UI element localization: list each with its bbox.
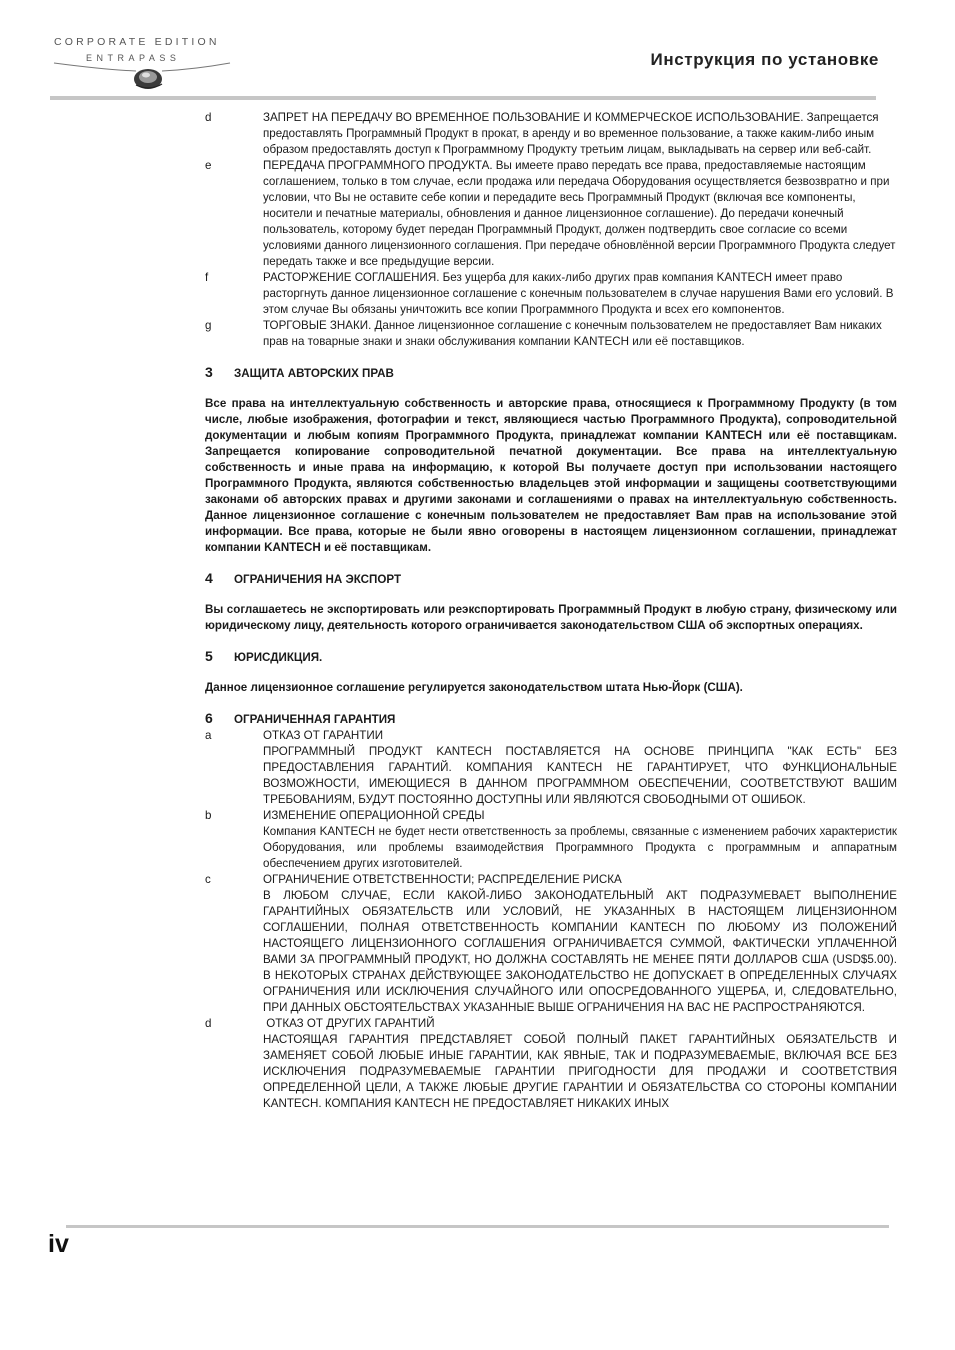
logo-line2: ENTRAPASS	[86, 53, 181, 63]
item-letter: f	[205, 271, 209, 284]
item-heading: ИЗМЕНЕНИЕ ОПЕРАЦИОННОЙ СРЕДЫ	[263, 809, 485, 822]
item-text: В ЛЮБОМ СЛУЧАЕ, ЕСЛИ КАКОЙ-ЛИБО ЗАКОНОДАТЕЛЬНЫЙ АКТ ПОДРАЗУМЕВАЕТ ВЫПОЛНЕНИЕ ГАРАНТИЙНЫХ ОБЯЗАТЕЛЬСТВ ИЛИ УСЛОВИЙ, НЕ УКАЗАННЫХ В НАСТОЯЩЕМ ЛИЦЕНЗИОННОМ СОГЛАШЕНИИ, ПОЛНАЯ ОТВЕТСТВЕННОСТЬ КОМПАНИИ KANTECH ПО ЛЮБОМУ ИЗ ПОЛОЖЕНИЙ НАСТОЯЩЕГО ЛИЦЕНЗИОННОГО СОГЛАШЕНИЯ ОГРАНИЧИВАЕТСЯ СУММОЙ, ФАКТИЧЕСКИ УПЛАЧЕННОЙ ВАМИ ЗА ПРОГРАММНЫЙ ПРОДУКТ, НО ДОЛЖНА СОСТАВЛЯТЬ НЕ МЕНЕЕ ПЯТИ ДОЛЛАРОВ США (USD$5.00). В НЕКОТОРЫХ СТРАНАХ ДЕЙСТВУЮЩЕЕ ЗАКОНОДАТЕЛЬСТВО НЕ ДОПУСКАЕТ В ОПРЕДЕЛЕННЫХ СЛУЧАЯХ ОГРАНИЧЕНИЯ ИЛИ ИСКЛЮЧЕНИЯ СЛУЧАЙНОГО ИЛИ ОПОСРЕДОВАННОГО УЩЕРБА, И, СЛЕДОВАТЕЛЬНО, ПРИ ДАННЫХ ОБСТОЯТЕЛЬСТВАХ УКАЗАННЫЕ ВЫШЕ ОГРАНИЧЕНИЯ НА ВАС НЕ РАСПРОСТРАНЯЮТСЯ.	[263, 889, 897, 1014]
item-heading: ОГРАНИЧЕНИЕ ОТВЕТСТВЕННОСТИ; РАСПРЕДЕЛЕНИЕ РИСКА	[263, 873, 622, 886]
item-text: ПРОГРАММНЫЙ ПРОДУКТ KANTECH ПОСТАВЛЯЕТСЯ НА ОСНОВЕ ПРИНЦИПА "КАК ЕСТЬ" БЕЗ ПРЕДОСТАВЛЕНИЯ ГАРАНТИЙ. КОМПАНИЯ KANTECH НЕ ГАРАНТИРУЕТ, ЧТО ФУНКЦИОНАЛЬНЫЕ ВОЗМОЖНОСТИ, ИМЕЮЩИЕСЯ В ДАННОМ ПРОГРАММНОМ ОБЕСПЕЧЕНИИ, СООТВЕТСТВУЮТ ВАШИМ ТРЕБОВАНИЯМ, БУДУТ ПОСТОЯННО ДОСТУПНЫ ИЛИ ЯВЛЯЮТСЯ СВОБОДНЫМИ ОТ ОШИБОК.	[263, 745, 897, 806]
list-item	[205, 1016, 897, 1112]
section-number: 6	[205, 710, 213, 726]
page-number: iv	[48, 1230, 69, 1258]
section-title: ЮРИСДИКЦИЯ.	[234, 651, 323, 664]
item-text: РАСТОРЖЕНИЕ СОГЛАШЕНИЯ. Без ущерба для каких-либо других прав компания KANTECH имеет право расторгнуть данное лицензионное соглашение с конечным пользователем в случае нарушения Вами его условий. В этом случае Вы обязаны уничтожить все копии Программного Продукта и всех его компонентов.	[263, 271, 894, 316]
item-letter: e	[205, 159, 212, 172]
section-title: ОГРАНИЧЕНИЯ НА ЭКСПОРТ	[234, 573, 402, 586]
item-text: Компания KANTECH не будет нести ответственность за проблемы, связанные с изменением рабочих характеристик Оборудования, или проблемы взаимодействия Программного Продукта с программным и аппаратным обеспечением других изготовителей.	[263, 825, 897, 870]
item-letter: b	[205, 809, 212, 822]
item-letter: c	[205, 873, 211, 886]
item-letter: a	[205, 729, 212, 742]
list-item	[205, 872, 897, 1016]
footer-divider	[66, 1225, 889, 1228]
list-item	[205, 110, 897, 158]
section-number: 4	[205, 570, 213, 586]
section-title: ОГРАНИЧЕННАЯ ГАРАНТИЯ	[234, 713, 396, 726]
item-text: НАСТОЯЩАЯ ГАРАНТИЯ ПРЕДСТАВЛЯЕТ СОБОЙ ПОЛНЫЙ ПАКЕТ ГАРАНТИЙНЫХ ОБЯЗАТЕЛЬСТВ И ЗАМЕНЯЕТ СОБОЙ ЛЮБЫЕ ИНЫЕ ГАРАНТИИ, КАК ЯВНЫЕ, ТАК И ПОДРАЗУМЕВАЕМЫЕ, ВКЛЮЧАЯ ВСЕ БЕЗ ИСКЛЮЧЕНИЯ ПОДРАЗУМЕВАЕМЫЕ ГАРАНТИИ ПРИГОДНОСТИ ДЛЯ ПРОДАЖИ И СООТВЕТСТВИЯ ОПРЕДЕЛЕННОЙ ЦЕЛИ, А ТАКЖЕ ЛЮБЫЕ ДРУГИЕ ГАРАНТИИ И ОБЯЗАТЕЛЬСТВА СО СТОРОНЫ КОМПАНИИ KANTECH. КОМПАНИЯ KANTECH НЕ ПРЕДОСТАВЛЯЕТ НИКАКИХ ИНЫХ	[263, 1033, 897, 1110]
item-text: ПЕРЕДАЧА ПРОГРАММНОГО ПРОДУКТА. Вы имеете право передать все права, предоставляемые настоящим соглашением, только в том случае, если продажа или передача Оборудования осуществляется безвозвратно и при условии, что Вы не оставите себе копии и передадите весь Программный Продукт (включая все компоненты, носители и печатные материалы, обновления и данное лицензионное соглашение). До передачи конечный пользователь, которому будет передан Программный Продукт, должен подтвердить свое согласие со всеми условиями данного лицензионного соглашения. При передаче обновлённой версии Программного Продукта следует передать также и все предыдущие версии.	[263, 159, 896, 268]
section-heading	[205, 710, 897, 728]
section-title: ЗАЩИТА АВТОРСКИХ ПРАВ	[234, 367, 394, 380]
header-divider	[50, 96, 876, 100]
section-number: 5	[205, 648, 213, 664]
logo-line1: CORPORATE EDITION	[54, 36, 220, 48]
section-number: 3	[205, 364, 213, 380]
item-letter: d	[205, 1017, 212, 1030]
item-heading: ОТКАЗ ОТ ГАРАНТИИ	[263, 729, 384, 742]
document-title: Инструкция по установке	[650, 50, 879, 69]
license-content	[205, 110, 897, 1112]
section-paragraph: Все права на интеллектуальную собственность и авторские права, относящиеся к Программному Продукту (в том числе, любые изображения, фотографии и текст, являющиеся частью Программного Продукта), сопроводительной документации и любым копиям Программного Продукта, принадлежат компании KANTECH или её поставщикам. Запрещается копирование сопроводительной печатной документации. Все права на интеллектуальную собственность и иные права на информацию, к которой Вы получаете доступ при использовании настоящего Программного Продукта, являются собственностью владельцев этой информации и защищены соответствующими законами об авторских правах и другими законами и соглашениями о правах на интеллектуальную собственность. Данное лицензионное соглашение с конечным пользователем не предоставляет Вам прав на использование этой информации. Все права, которые не были явно оговорены в настоящем лицензионном соглашении, принадлежат компании KANTECH и её поставщикам.	[205, 397, 897, 554]
list-item	[205, 158, 897, 270]
item-letter: g	[205, 319, 212, 332]
list-item	[205, 728, 897, 808]
section-heading	[205, 648, 897, 666]
section-heading	[205, 364, 897, 382]
section-paragraph: Вы соглашаетесь не экспортировать или реэкспортировать Программный Продукт в любую страну, физическому или юридическому лицу, деятельность которого ограничивается законодательством США об экспортных операциях.	[205, 603, 897, 632]
item-text: ЗАПРЕТ НА ПЕРЕДАЧУ ВО ВРЕМЕННОЕ ПОЛЬЗОВАНИЕ И КОММЕРЧЕСКОЕ ИСПОЛЬЗОВАНИЕ. Запрещается предоставлять Программный Продукт в прокат, в аренду и во временное пользование, а также каким-либо иным образом предоставлять доступ к Программному Продукту третьим лицам, выкладывать на сервер или веб-сайт.	[263, 111, 879, 156]
item-letter: d	[205, 111, 212, 124]
list-item	[205, 270, 897, 318]
list-item	[205, 318, 897, 350]
item-heading: ОТКАЗ ОТ ДРУГИХ ГАРАНТИЙ	[263, 1017, 435, 1030]
list-item	[205, 808, 897, 872]
section-paragraph: Данное лицензионное соглашение регулируется законодательством штата Нью-Йорк (США).	[205, 681, 743, 694]
section-heading	[205, 570, 897, 588]
item-text: ТОРГОВЫЕ ЗНАКИ. Данное лицензионное соглашение с конечным пользователем не предоставляет Вам никаких прав на товарные знаки и знаки обслуживания компании KANTECH или её поставщиков.	[263, 319, 882, 348]
corporate-edition-logo	[52, 36, 232, 92]
